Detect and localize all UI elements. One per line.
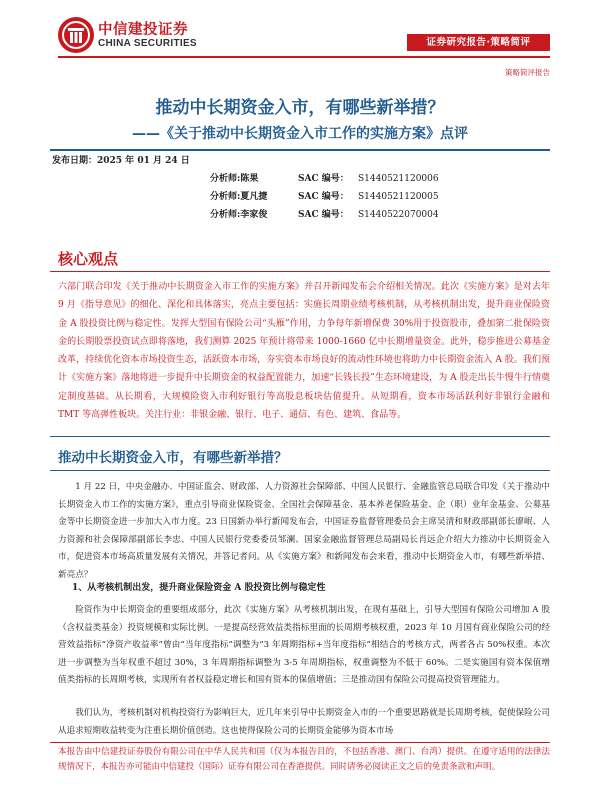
analyst-row [210, 206, 478, 224]
report-subtitle: ——《关于推动中长期资金入市工作的实施方案》点评 [132, 126, 468, 142]
company-logo [58, 17, 198, 53]
logo-english-name: CHINA SECURITIES [98, 38, 197, 49]
title-divider [50, 149, 550, 151]
analyst-name: 分析师:夏凡捷 [210, 192, 268, 202]
footer-divider [50, 742, 550, 743]
logo-chinese-name: 中信建投证券 [98, 22, 188, 38]
body-paragraph: 1 月 22 日，中央金融办、中国证监会、财政部、人力资源社会保障部、中国人民银行、金融监管总局联合印发《关于推动中长期资金入市工作的实施方案》，重点引导商业保险资金、全国社会保障基金、基本养老保险基金、企（职）业年金基金、公募基金等中长期资金进一步加大入市力度。23 日国新办举行新闻发布会，中国证券监督管理委员会主席吴清和财政部副部长廖岷、人力资源和社会保障部副部长李忠、中国人民银行党委委员邹澜、国家金融监督管理总局副局长肖远企介绍大力推动中长期资金入市，促进资本市场高质量发展有关情况，并答记者问。从《实施方案》和新闻发布会来看，推动中长期资金入市，有哪些新举措、新亮点？ [58, 482, 550, 580]
core-view-heading: 核心观点 [58, 250, 119, 268]
analyst-row [210, 188, 478, 206]
logo-emblem-icon [58, 17, 94, 53]
report-category: 策略简评报告 [505, 68, 550, 77]
disclaimer-footer: 本报告由中信建投证券股份有限公司在中华人民共和国（仅为本报告目的，不包括香港、澳门、台湾）提供。在遵守适用的法律法规情况下，本报告亦可能由中信建投（国际）证券有限公司在香港提供。同时请务必阅读正文之后的免责条款和声明。 [58, 747, 550, 772]
analyst-list [210, 170, 478, 224]
core-view-paragraph: 六部门联合印发《关于推动中长期资金入市工作的实施方案》并召开新闻发布会介绍相关情况。此次《实施方案》是对去年 9 月《指导意见》的细化、深化和具体落实，亮点主要包括：实施长周期业绩考核机制，从考核机制出发，提升商业保险资金 A 股投资比例与稳定性。发挥大型国有保险公司“头雁”作用，力争每年新增保费 30%用于投资股市，叠加第二批保险资金的长期股票投资试点即将落地，我们测算 2025 年预计将带来 1000-1660 亿中长期增量资金。此外，稳步推进公募基金改革，持续优化资本市场投资生态，活跃资本市场，夯实资本市场良好的流动性环境也将助力中长期资金流入 A 股。我们预计《实施方案》落地将进一步提升中长期资金的权益配置能力，加速“长钱长投”生态环境建设，为 A 股走出长牛慢牛行情奠定制度基础。从长期看，大规模险资入市利好银行等高股息板块估值提升。从短期看，资本市场活跃利好非银行金融和 TMT 等高弹性板块。关注行业：非银金融、银行、电子、通信、有色、建筑、食品等。 [58, 282, 550, 421]
sac-number: S1440521120006 [358, 174, 439, 184]
body-paragraph: 险资作为中长期资金的重要组成部分，此次《实施方案》从考核机制出发，在现有基础上，引导大型国有保险公司增加 A 股（含权益类基金）投资规模和实际比例。一是提高经营效益类指标里面的长周期考核权重，2023 年 10 月国有商业保险公司的经营效益指标“净资产收益率”曾由“当年度指标”调整为“3 年周期指标+当年度指标”相结合的考核方式，两者各占 50%权重。本次进一步调整为当年权重不超过 30%，3 年周期指标调整为 3-5 年周期指标，权重调整为不低于 60%。二是实施国有资本保值增值类指标的长周期考核，实现所有者权益稳定增长和国有资本的保值增值；三是推动国有保险公司提高投资管理能力。 [58, 605, 550, 685]
sac-number: S1440521120005 [358, 192, 439, 202]
analyst-name: 分析师:陈果 [210, 174, 259, 184]
section-divider [50, 470, 550, 471]
report-title: 推动中长期资金入市，有哪些新举措？ [155, 98, 445, 118]
header-divider [58, 56, 550, 58]
sac-label: SAC 编号： [298, 174, 349, 184]
publish-date: 发布日期：2025 年 01 月 24 日 [52, 156, 190, 166]
sac-number: S1440522070004 [358, 210, 439, 220]
sac-label: SAC 编号： [298, 192, 349, 202]
subsection-heading: 1、从考核机制出发，提升商业保险资金 A 股投资比例与稳定性 [72, 583, 326, 593]
report-header [0, 0, 600, 77]
section-heading: 推动中长期资金入市，有哪些新举措？ [58, 450, 288, 466]
report-type-banner: 证券研究报告·策略简评 [407, 34, 550, 51]
section-divider-top [50, 436, 550, 437]
body-paragraph: 我们认为，考核机制对机构投资行为影响巨大，近几年来引导中长期资金入市的一个重要思路就是长周期考核，促使保险公司从追求短期收益转变为注重长期价值创造。这也使得保险公司的长期资金能够为资本市场 [58, 708, 550, 736]
sac-label: SAC 编号： [298, 210, 349, 220]
analyst-name: 分析师:李家俊 [210, 210, 268, 220]
core-view-divider [50, 271, 550, 272]
analyst-row [210, 170, 478, 188]
